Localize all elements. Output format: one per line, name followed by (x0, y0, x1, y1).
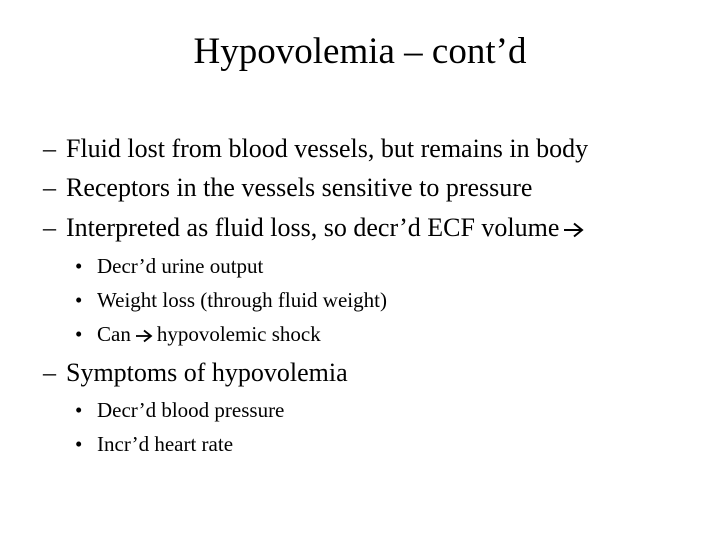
item-text: Receptors in the vessels sensitive to pressure (66, 173, 533, 202)
sub-list-item (75, 253, 263, 279)
dash-marker: – (43, 213, 56, 242)
list-item (43, 173, 532, 203)
sub-list-item (75, 321, 321, 347)
item-text: Incr’d heart rate (97, 432, 234, 456)
bullet-marker: • (75, 398, 83, 422)
item-text: Decr’d urine output (97, 254, 264, 278)
item-text-before: Can (97, 322, 131, 346)
item-text-after: hypovolemic shock (156, 322, 321, 346)
dash-marker: – (43, 173, 56, 202)
bullet-marker: • (75, 322, 83, 346)
item-text: Fluid lost from blood vessels, but remains in body (66, 134, 589, 163)
bullet-marker: • (75, 254, 83, 278)
list-item (43, 358, 348, 388)
list-item (43, 134, 588, 164)
bullet-marker: • (75, 432, 83, 456)
sub-list-item (75, 431, 233, 457)
item-text: Weight loss (through fluid weight) (97, 288, 387, 312)
dash-marker: – (43, 358, 56, 387)
dash-marker: – (43, 134, 56, 163)
slide-title: Hypovolemia – cont’d (193, 31, 527, 72)
item-text: Interpreted as fluid loss, so decr’d ECF volume (66, 213, 560, 242)
sub-list-item (75, 397, 284, 423)
item-text: Symptoms of hypovolemia (66, 358, 348, 387)
sub-list-item (75, 287, 387, 313)
bullet-marker: • (75, 288, 83, 312)
item-text: Decr’d blood pressure (97, 398, 285, 422)
list-item (43, 213, 589, 243)
right-arrow-icon (135, 329, 153, 343)
right-arrow-icon (563, 222, 585, 238)
